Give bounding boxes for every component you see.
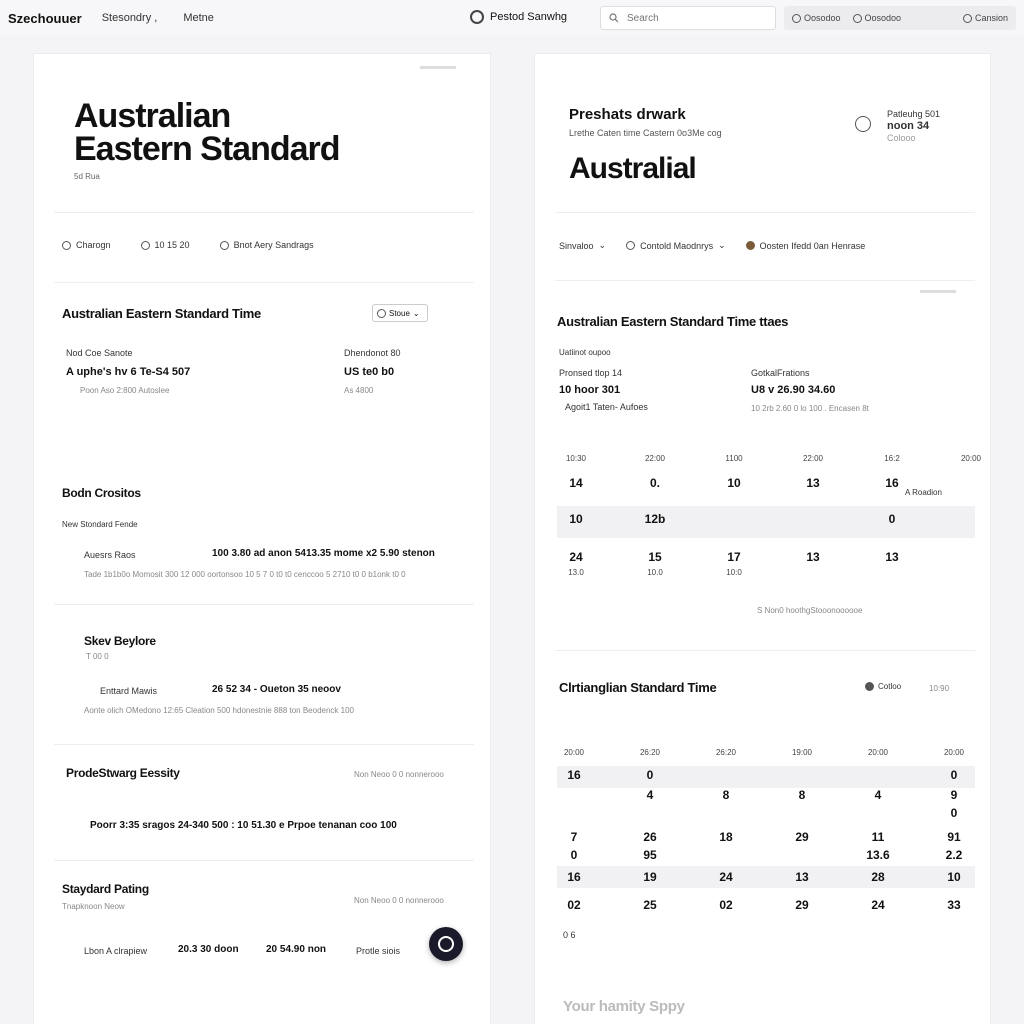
grid-cell[interactable]: 0 bbox=[570, 848, 578, 862]
section-sub-staydard: Tnapknoon Neow bbox=[62, 902, 125, 911]
grid-cell[interactable]: 24 bbox=[569, 550, 583, 564]
right-col1-value: 10 hoor 301 bbox=[559, 384, 621, 396]
floating-action-button[interactable] bbox=[429, 927, 463, 961]
user-icon bbox=[963, 14, 972, 23]
grid-header: 10:30 bbox=[565, 454, 587, 463]
grid-cell[interactable]: 10 bbox=[727, 476, 741, 490]
right-col2-value: U8 v 26.90 34.60 bbox=[751, 384, 836, 396]
right-title: Preshats drwark bbox=[569, 106, 686, 123]
grid-cell[interactable]: 28 bbox=[871, 870, 885, 884]
col1-value: A uphe's hv 6 Te-S4 507 bbox=[66, 366, 191, 378]
search-icon bbox=[609, 13, 619, 23]
filter-chip-3[interactable]: Bnot Aery Sandrags bbox=[220, 240, 314, 250]
sparkle-icon bbox=[470, 10, 484, 24]
right-filter-1[interactable]: Sinvaloo ⌄ bbox=[559, 240, 607, 251]
row-values-prodestwarg: Poorr 3:35 sragos 24-340 500 : 10 51.30 e Prpoe tenanan coo 100 bbox=[90, 820, 397, 831]
right-filter-3[interactable]: Oosten Ifedd 0an Henrase bbox=[746, 241, 866, 251]
row-value-2: 20 54.90 non bbox=[266, 944, 327, 955]
col2-label: Dhendonot 80 bbox=[344, 348, 401, 358]
section-title-staydard: Staydard Pating bbox=[62, 882, 149, 896]
grid-cell[interactable]: 4 bbox=[874, 788, 882, 802]
grid-sub-label: 13.0 bbox=[568, 568, 584, 577]
right-section-badge-2: 10:90 bbox=[929, 684, 950, 693]
toolbar-item-1[interactable]: Oosodoo bbox=[792, 13, 841, 23]
grid-cell[interactable]: 0 bbox=[950, 768, 958, 782]
grid-header: 1100 bbox=[725, 454, 743, 463]
grid-cell[interactable]: 02 bbox=[567, 898, 581, 912]
filter-chip-1[interactable]: Charogn bbox=[62, 240, 111, 250]
right-subtitle: Lrethe Caten time Castern 0o3Me cog bbox=[569, 128, 722, 138]
right-col1-label: Pronsed tlop 14 bbox=[559, 368, 623, 378]
right-panel bbox=[535, 54, 990, 1024]
grid-cell[interactable]: 2.2 bbox=[945, 848, 963, 862]
section-title-prodestwarg: ProdeStwarg Eessity bbox=[66, 766, 180, 780]
grid-cell[interactable]: 10 bbox=[947, 870, 961, 884]
grid2-tail: 0 6 bbox=[563, 930, 576, 940]
right-filter-2[interactable]: Contold Maodnrys ⌄ bbox=[626, 240, 726, 251]
grid-cell[interactable]: 24 bbox=[871, 898, 885, 912]
left-panel bbox=[34, 54, 490, 1024]
grid1-aside: A Roadion bbox=[905, 488, 942, 497]
hero-title: Australian Eastern Standard bbox=[74, 97, 340, 168]
grid-cell[interactable]: 16 bbox=[885, 476, 899, 490]
row-label-enttard[interactable]: Enttard Mawis bbox=[100, 686, 158, 696]
section-title-crositos: Bodn Crositos bbox=[62, 486, 141, 500]
row-tail-protle[interactable]: Protle siois bbox=[356, 946, 401, 956]
right-footer-title: Your hamity Sppy bbox=[563, 998, 685, 1015]
col2-value: US te0 b0 bbox=[344, 366, 395, 378]
grid-cell[interactable]: 12b bbox=[644, 512, 666, 526]
right-filter-row bbox=[559, 240, 865, 251]
car-icon bbox=[220, 241, 229, 250]
row-value-1: 20.3 30 doon bbox=[178, 944, 239, 955]
drag-handle[interactable] bbox=[420, 66, 456, 69]
grid-cell[interactable]: 9 bbox=[950, 788, 958, 802]
circle-icon bbox=[853, 14, 862, 23]
brand-logo[interactable]: Szechouuer bbox=[8, 10, 82, 26]
right-section-title: Australian Eastern Standard Time ttaes bbox=[557, 314, 789, 329]
row-values-enttard: 26 52 34 - Oueton 35 neoov bbox=[212, 684, 341, 695]
right-col2-label: GotkalFrations bbox=[751, 368, 810, 378]
grid-cell[interactable]: 10 bbox=[569, 512, 583, 526]
right-big-heading: Australial bbox=[569, 152, 696, 185]
hero-subtitle: 5d Rua bbox=[74, 172, 100, 181]
section-right-prodestwarg: Non Neoo 0 0 nonnerooo bbox=[354, 770, 444, 779]
right-side-info: Patleuhg 501 noon 34 Colooo bbox=[887, 109, 941, 143]
grid-header: 22:00 bbox=[644, 454, 666, 463]
grid-cell[interactable]: 91 bbox=[947, 830, 961, 844]
grid-cell[interactable]: 0. bbox=[649, 476, 660, 490]
grid-cell[interactable]: 25 bbox=[643, 898, 657, 912]
grid-header: 20:00 bbox=[563, 748, 585, 757]
toggle-icon[interactable] bbox=[855, 116, 871, 132]
nav-item-secondary[interactable]: Stesondry , bbox=[101, 12, 158, 24]
grid-header: 19:00 bbox=[791, 748, 813, 757]
search-input[interactable] bbox=[627, 13, 757, 24]
grid-cell[interactable]: 11 bbox=[871, 830, 885, 844]
post-button[interactable] bbox=[470, 10, 567, 24]
grid-cell[interactable]: 02 bbox=[719, 898, 733, 912]
grid-cell[interactable]: 95 bbox=[643, 848, 657, 862]
grid-cell[interactable]: 0 bbox=[888, 512, 896, 526]
account-button[interactable]: Cansion bbox=[963, 13, 1008, 23]
grid-cell[interactable]: 17 bbox=[727, 550, 741, 564]
nav-item-metne[interactable]: Metne bbox=[183, 12, 214, 24]
grid-sub-label: 10.0 bbox=[647, 568, 663, 577]
col1-label: Nod Coe Sanote bbox=[66, 348, 133, 358]
grid1-footer: S Non0 hoothgStooonoooooe bbox=[757, 606, 863, 615]
section-sub-crositos: New Stondard Fende bbox=[62, 520, 138, 529]
grid-cell[interactable]: 33 bbox=[947, 898, 961, 912]
grid-header: 16:2 bbox=[884, 454, 900, 463]
toolbar-item-2[interactable]: Oosodoo bbox=[853, 13, 902, 23]
grid-header: 20:00 bbox=[867, 748, 889, 757]
grid-cell[interactable]: 0 bbox=[950, 806, 958, 820]
grid-cell[interactable]: 29 bbox=[795, 898, 809, 912]
section-select[interactable]: Stoue ⌄ bbox=[372, 304, 428, 322]
grid-cell[interactable]: 14 bbox=[569, 476, 583, 490]
grid-cell[interactable]: 13 bbox=[806, 550, 820, 564]
section-right-staydard: Non Neoo 0 0 nonnerooo bbox=[354, 896, 444, 905]
grid-cell[interactable]: 29 bbox=[795, 830, 809, 844]
section-title-skev: Skev Beylore bbox=[84, 634, 156, 648]
search-bar[interactable] bbox=[600, 6, 776, 30]
row-label-auesrs[interactable]: Auesrs Raos bbox=[84, 550, 136, 560]
grid-cell[interactable]: 15 bbox=[648, 550, 662, 564]
section-title-aest: Australian Eastern Standard Time bbox=[62, 306, 261, 321]
right-section-title-2: Clrtianglian Standard Time bbox=[559, 680, 717, 695]
grid-header: 20:00 bbox=[943, 748, 965, 757]
grid-cell[interactable]: 16 bbox=[567, 870, 581, 884]
grid-cell[interactable]: 8 bbox=[722, 788, 730, 802]
grid-sub-label: 10:0 bbox=[726, 568, 742, 577]
col1-meta: Poon Aso 2:800 Autoslee bbox=[80, 386, 170, 395]
grid-cell[interactable]: 18 bbox=[719, 830, 733, 844]
grid-cell[interactable]: 8 bbox=[798, 788, 806, 802]
grid-cell[interactable]: 13.6 bbox=[866, 848, 890, 862]
grid-cell[interactable]: 13 bbox=[806, 476, 820, 490]
grid-cell[interactable]: 16 bbox=[567, 768, 581, 782]
grid-cell[interactable]: 13 bbox=[795, 870, 809, 884]
post-button-label: Pestod Sanwhg bbox=[490, 11, 568, 23]
row-label-lbon[interactable]: Lbon A clrapiew bbox=[84, 946, 148, 956]
grid-cell[interactable]: 7 bbox=[570, 830, 578, 844]
drag-handle-right[interactable] bbox=[920, 290, 956, 293]
circle-icon bbox=[792, 14, 801, 23]
grid-cell[interactable]: 13 bbox=[885, 550, 899, 564]
row-meta-enttard: Aonte olich OMedono 12:65 Cleation 500 hdonestnie 888 ton Beodenck 100 bbox=[84, 706, 354, 715]
filter-chip-2[interactable]: 10 15 20 bbox=[141, 240, 190, 250]
filter-row bbox=[62, 240, 314, 250]
grid-header: 26:20 bbox=[639, 748, 661, 757]
right-col1-meta: Agoit1 Taten- Aufoes bbox=[565, 402, 648, 412]
right-section-sub: Uatiinot oupoo bbox=[559, 348, 611, 357]
col2-meta: As 4800 bbox=[344, 386, 374, 395]
grid-header: 20:00 bbox=[960, 454, 982, 463]
grid-cell[interactable]: 24 bbox=[719, 870, 733, 884]
grid-cell[interactable]: 26 bbox=[643, 830, 657, 844]
section-sub-skev: T 00 0 bbox=[86, 652, 109, 661]
right-col2-meta: 10 2rb 2.60 0 lo 100 . Encasen 8t bbox=[751, 404, 869, 413]
grid-header: 22:00 bbox=[802, 454, 824, 463]
grid-cell[interactable]: 0 bbox=[646, 768, 654, 782]
right-section-badge[interactable]: Cotloo bbox=[865, 682, 901, 691]
grid-cell[interactable]: 4 bbox=[646, 788, 654, 802]
grid-header: 26:20 bbox=[715, 748, 737, 757]
row-meta-auesrs: Tade 1b1b0o Momosit 300 12 000 oortonsoo 10 5 7 0 t0 t0 cenccoo 5 2710 t0 0 b1onk t0 0 bbox=[84, 570, 406, 579]
grid-cell[interactable]: 19 bbox=[643, 870, 657, 884]
top-right-actions bbox=[784, 6, 1016, 30]
row-values-auesrs: 100 3.80 ad anon 5413.35 mome x2 5.90 stenon bbox=[212, 548, 435, 559]
